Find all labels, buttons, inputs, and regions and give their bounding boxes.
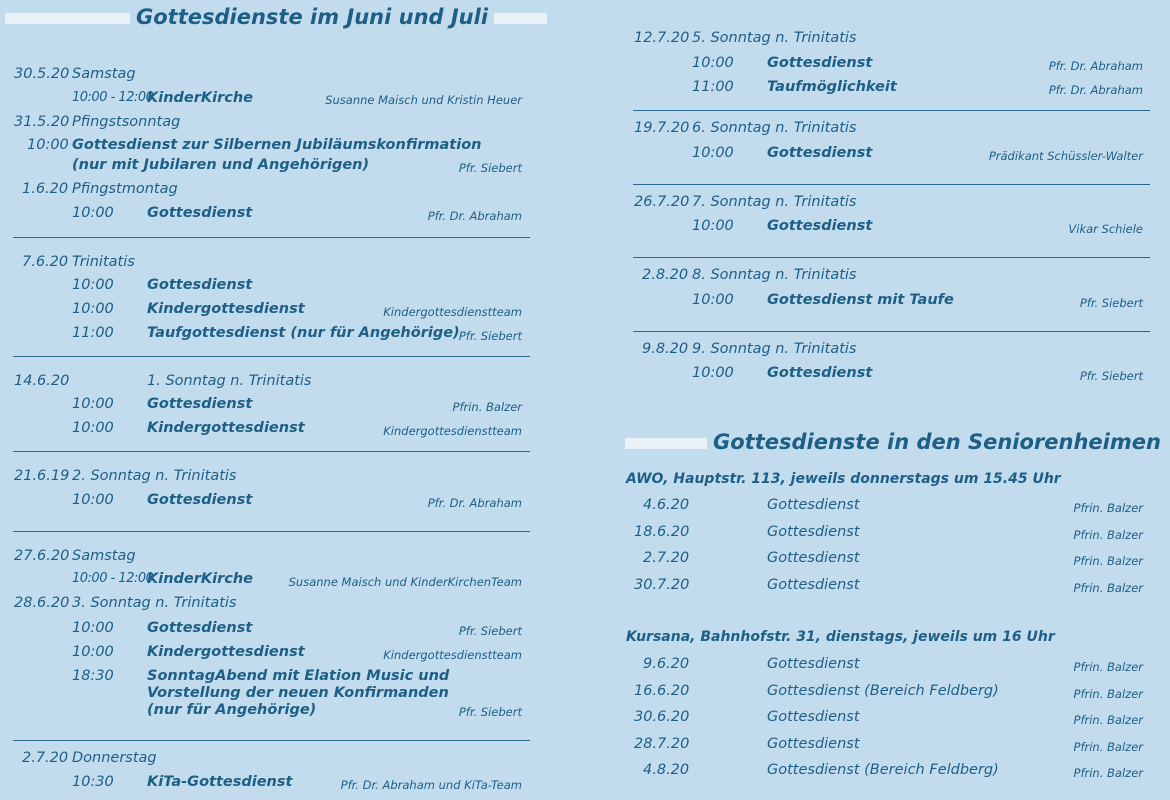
service-person: Pfrin. Balzer [1073, 740, 1143, 754]
section-title: Gottesdienste in den Seniorenheimen [707, 430, 1167, 454]
service-date: 4.6.20 [643, 497, 690, 513]
event-person: Vikar Schiele [1068, 222, 1143, 236]
event-time: 10:00 [692, 218, 734, 234]
event-date: 1.6.20 [22, 181, 69, 197]
service-person: Pfrin. Balzer [1073, 554, 1143, 568]
facility-header: AWO, Hauptstr. 113, jeweils donnerstags um 15.45 Uhr [626, 471, 1061, 487]
service-person: Pfrin. Balzer [1073, 713, 1143, 727]
event-day: Samstag [72, 548, 136, 564]
divider [633, 184, 1150, 185]
service-person: Pfrin. Balzer [1073, 660, 1143, 674]
event-time: 10:00 [27, 137, 69, 153]
event-date: 12.7.20 [634, 30, 690, 46]
event-day: 5. Sonntag n. Trinitatis [692, 30, 857, 46]
event-person: Pfr. Siebert [458, 705, 522, 719]
event-person: Pfr. Dr. Abraham [1048, 83, 1143, 97]
event-time: 10:00 [72, 301, 114, 317]
event-time: 10:00 [692, 292, 734, 308]
event-day: Pfingstsonntag [72, 114, 181, 130]
event-date: 14.6.20 [14, 373, 70, 389]
event-time: 18:30 [72, 668, 114, 684]
event-person: Pfr. Dr. Abraham [1048, 59, 1143, 73]
event-title-line2: Vorstellung der neuen Konfirmanden [147, 685, 449, 701]
service-title: Gottesdienst (Bereich Feldberg) [767, 683, 999, 699]
event-title: Taufgottesdienst (nur für Angehörige) [147, 325, 460, 341]
event-title: Kindergottesdienst [147, 644, 305, 660]
service-title: Gottesdienst [767, 577, 860, 593]
event-day: 7. Sonntag n. Trinitatis [692, 194, 857, 210]
event-person: Kindergottesdienstteam [383, 648, 522, 662]
service-date: 30.7.20 [634, 577, 690, 593]
event-date: 30.5.20 [14, 66, 70, 82]
event-title: KiTa-Gottesdienst [147, 774, 293, 790]
event-title: Gottesdienst [147, 396, 253, 412]
event-time: 10:00 - 12:00 [72, 90, 154, 105]
event-title: Gottesdienst [767, 218, 873, 234]
service-title: Gottesdienst [767, 736, 860, 752]
event-person: Susanne Maisch und KinderKirchenTeam [288, 575, 522, 589]
divider [13, 531, 530, 532]
service-date: 4.8.20 [643, 762, 690, 778]
event-title-line3: (nur für Angehörige) [147, 702, 317, 718]
service-title: Gottesdienst [767, 709, 860, 725]
service-person: Pfrin. Balzer [1073, 501, 1143, 515]
event-title: Gottesdienst zur Silbernen Jubiläumskonfirmation [72, 137, 482, 153]
event-time: 11:00 [72, 325, 114, 341]
event-person: Pfr. Dr. Abraham [427, 209, 522, 223]
event-title: Gottesdienst [767, 145, 873, 161]
event-date: 27.6.20 [14, 548, 70, 564]
event-time: 10:00 - 12:00 [72, 571, 154, 586]
event-title: Gottesdienst [147, 492, 253, 508]
event-title: Kindergottesdienst [147, 420, 305, 436]
divider [13, 451, 530, 452]
event-title: Gottesdienst [147, 620, 253, 636]
service-title: Gottesdienst (Bereich Feldberg) [767, 762, 999, 778]
event-time: 10:00 [72, 396, 114, 412]
event-day: Samstag [72, 66, 136, 82]
service-title: Gottesdienst [767, 524, 860, 540]
service-title: Gottesdienst [767, 656, 860, 672]
page-title: Gottesdienste im Juni und Juli [130, 5, 494, 29]
event-date: 2.7.20 [22, 750, 69, 766]
event-person: Pfr. Siebert [458, 624, 522, 638]
event-person: Pfr. Siebert [458, 329, 522, 343]
event-person: Pfrin. Balzer [452, 400, 522, 414]
event-title: Gottesdienst [147, 205, 253, 221]
event-time: 10:00 [72, 620, 114, 636]
event-date: 21.6.19 [14, 468, 70, 484]
event-date: 7.6.20 [22, 254, 69, 270]
event-title: Kindergottesdienst [147, 301, 305, 317]
divider [13, 740, 530, 741]
event-time: 10:00 [72, 277, 114, 293]
event-title: SonntagAbend mit Elation Music und [147, 668, 450, 684]
event-person: Pfr. Dr. Abraham [427, 496, 522, 510]
service-person: Pfrin. Balzer [1073, 766, 1143, 780]
divider [633, 257, 1150, 258]
event-person: Susanne Maisch und Kristin Heuer [325, 93, 522, 107]
event-time: 10:00 [72, 420, 114, 436]
divider [633, 110, 1150, 111]
service-person: Pfrin. Balzer [1073, 581, 1143, 595]
service-date: 9.6.20 [643, 656, 690, 672]
event-time: 10:00 [692, 145, 734, 161]
service-date: 30.6.20 [634, 709, 690, 725]
event-time: 10:00 [692, 365, 734, 381]
event-person: Kindergottesdienstteam [383, 305, 522, 319]
event-title: Taufmöglichkeit [767, 79, 897, 95]
event-time: 10:30 [72, 774, 114, 790]
event-day: Pfingstmontag [72, 181, 178, 197]
event-title: KinderKirche [147, 571, 254, 587]
event-date: 9.8.20 [642, 341, 689, 357]
facility-header: Kursana, Bahnhofstr. 31, dienstags, jeweils um 16 Uhr [626, 629, 1055, 645]
service-person: Pfrin. Balzer [1073, 687, 1143, 701]
event-person: Kindergottesdienstteam [383, 424, 522, 438]
service-title: Gottesdienst [767, 550, 860, 566]
event-day: 2. Sonntag n. Trinitatis [72, 468, 237, 484]
event-time: 10:00 [72, 644, 114, 660]
service-date: 18.6.20 [634, 524, 690, 540]
event-day: 8. Sonntag n. Trinitatis [692, 267, 857, 283]
divider [633, 331, 1150, 332]
event-title: Gottesdienst mit Taufe [767, 292, 954, 308]
event-date: 2.8.20 [642, 267, 689, 283]
event-date: 28.6.20 [14, 595, 70, 611]
event-day: Trinitatis [72, 254, 135, 270]
event-date: 19.7.20 [634, 120, 690, 136]
divider [13, 356, 530, 357]
event-day: 9. Sonntag n. Trinitatis [692, 341, 857, 357]
event-day: 6. Sonntag n. Trinitatis [692, 120, 857, 136]
event-title: Gottesdienst [147, 277, 253, 293]
service-date: 28.7.20 [634, 736, 690, 752]
event-person: Pfr. Siebert [458, 161, 522, 175]
event-time: 10:00 [692, 55, 734, 71]
event-day: 1. Sonntag n. Trinitatis [147, 373, 312, 389]
event-title: Gottesdienst [767, 55, 873, 71]
service-title: Gottesdienst [767, 497, 860, 513]
service-date: 16.6.20 [634, 683, 690, 699]
event-title-line2: (nur mit Jubilaren und Angehörigen) [72, 157, 370, 173]
event-person: Pfr. Siebert [1079, 369, 1143, 383]
event-person: Pfr. Siebert [1079, 296, 1143, 310]
event-date: 26.7.20 [634, 194, 690, 210]
event-person: Prädikant Schüssler-Walter [988, 149, 1143, 163]
service-person: Pfrin. Balzer [1073, 528, 1143, 542]
event-time: 10:00 [72, 205, 114, 221]
event-date: 31.5.20 [14, 114, 70, 130]
event-title: KinderKirche [147, 90, 254, 106]
service-date: 2.7.20 [643, 550, 690, 566]
event-day: Donnerstag [72, 750, 157, 766]
event-title: Gottesdienst [767, 365, 873, 381]
divider [13, 237, 530, 238]
event-time: 11:00 [692, 79, 734, 95]
event-day: 3. Sonntag n. Trinitatis [72, 595, 237, 611]
event-time: 10:00 [72, 492, 114, 508]
event-person: Pfr. Dr. Abraham und KiTa-Team [340, 778, 522, 792]
